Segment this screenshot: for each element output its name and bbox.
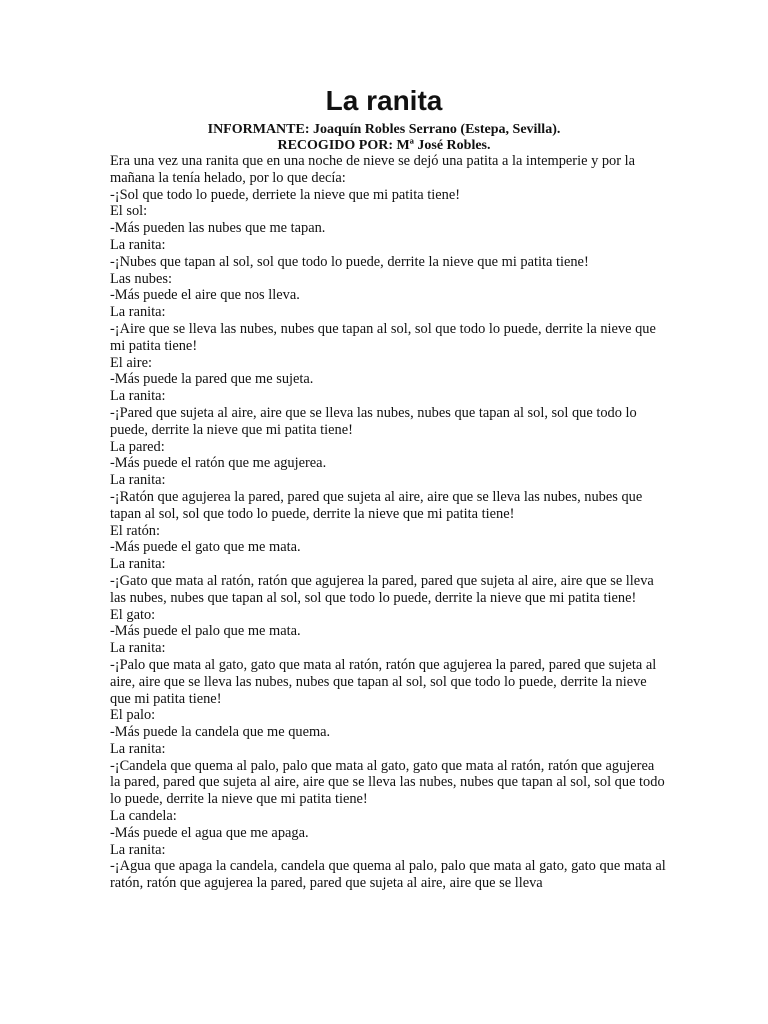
story-paragraph: -Más puede la pared que me sujeta. — [110, 371, 314, 388]
story-paragraph: -¡Pared que sujeta al aire, aire que se lleva las nubes, nubes que tapan al sol, sol que todo lo puede, derrite la nieve que mi patita tiene! — [110, 404, 637, 438]
story-paragraph: -Más puede el agua que me apaga. — [110, 824, 309, 841]
page-title: La ranita — [325, 85, 443, 116]
story-paragraph: -¡Sol que todo lo puede, derriete la nieve que mi patita tiene! — [110, 186, 461, 203]
story-paragraph: -¡Palo que mata al gato, gato que mata al ratón, ratón que agujerea la pared, pared que sujeta al aire, aire que se lleva las nubes, nubes que tapan al sol, sol que todo lo puede, derrite la nieve que mi patita tiene! — [110, 656, 657, 707]
story-paragraph: La ranita: — [110, 304, 166, 321]
story-paragraph: El ratón: — [110, 522, 160, 539]
story-paragraph: -¡Ratón que agujerea la pared, pared que sujeta al aire, aire que se lleva las nubes, nubes que tapan al sol, sol que todo lo puede, derrite la nieve que mi patita tiene! — [110, 488, 643, 522]
informant-line: INFORMANTE: Joaquín Robles Serrano (Estepa, Sevilla). — [207, 122, 561, 137]
story-paragraph: -¡Nubes que tapan al sol, sol que todo lo puede, derrite la nieve que mi patita tiene! — [110, 253, 589, 270]
story-paragraph: -Más puede el aire que nos lleva. — [110, 287, 300, 304]
story-paragraph: -Más puede la candela que me quema. — [110, 724, 331, 741]
story-paragraph: La ranita: — [110, 472, 166, 489]
story-paragraph: -Más puede el palo que me mata. — [110, 623, 301, 640]
story-paragraph: El gato: — [110, 606, 156, 623]
story-paragraph: La ranita: — [110, 388, 166, 405]
story-paragraph: Las nubes: — [110, 270, 172, 287]
story-body — [110, 153, 666, 892]
story-paragraph: -¡Gato que mata al ratón, ratón que agujerea la pared, pared que sujeta al aire, aire que se lleva las nubes, nubes que tapan al sol, sol que todo lo puede, derrite la nieve que mi patita tiene! — [110, 572, 654, 606]
story-paragraph: La candela: — [110, 808, 177, 825]
story-paragraph: -Más pueden las nubes que me tapan. — [110, 220, 326, 237]
story-paragraph: La pared: — [110, 438, 165, 455]
story-paragraph: -¡Aire que se lleva las nubes, nubes que tapan al sol, sol que todo lo puede, derrite la nieve que mi patita tiene! — [110, 320, 656, 354]
story-paragraph: El aire: — [110, 354, 152, 371]
story-paragraph: -Más puede el gato que me mata. — [110, 539, 301, 556]
story-paragraph: -¡Agua que apaga la candela, candela que quema al palo, palo que mata al gato, gato que mata al ratón, ratón que agujerea la pared, pared que sujeta al aire, aire que se lleva — [110, 858, 666, 892]
collector-line: RECOGIDO POR: Mª José Robles. — [277, 138, 491, 153]
story-paragraph: La ranita: — [110, 556, 166, 573]
story-paragraph: La ranita: — [110, 640, 166, 657]
story-paragraph: El sol: — [110, 203, 148, 220]
story-paragraph: Era una vez una ranita que en una noche de nieve se dejó una patita a la intemperie y por la mañana la tenía helado, por lo que decía: — [110, 153, 636, 186]
story-paragraph: El palo: — [110, 707, 156, 724]
story-paragraph: La ranita: — [110, 740, 166, 757]
story-paragraph: -Más puede el ratón que me agujerea. — [110, 455, 327, 472]
story-paragraph: La ranita: — [110, 841, 166, 858]
story-paragraph: La ranita: — [110, 236, 166, 253]
story-paragraph: -¡Candela que quema al palo, palo que mata al gato, gato que mata al ratón, ratón que agujerea la pared, pared que sujeta al aire, aire que se lleva las nubes, nubes que tapan al sol, sol que todo lo puede, derrite la nieve que mi patita tiene! — [110, 757, 665, 808]
